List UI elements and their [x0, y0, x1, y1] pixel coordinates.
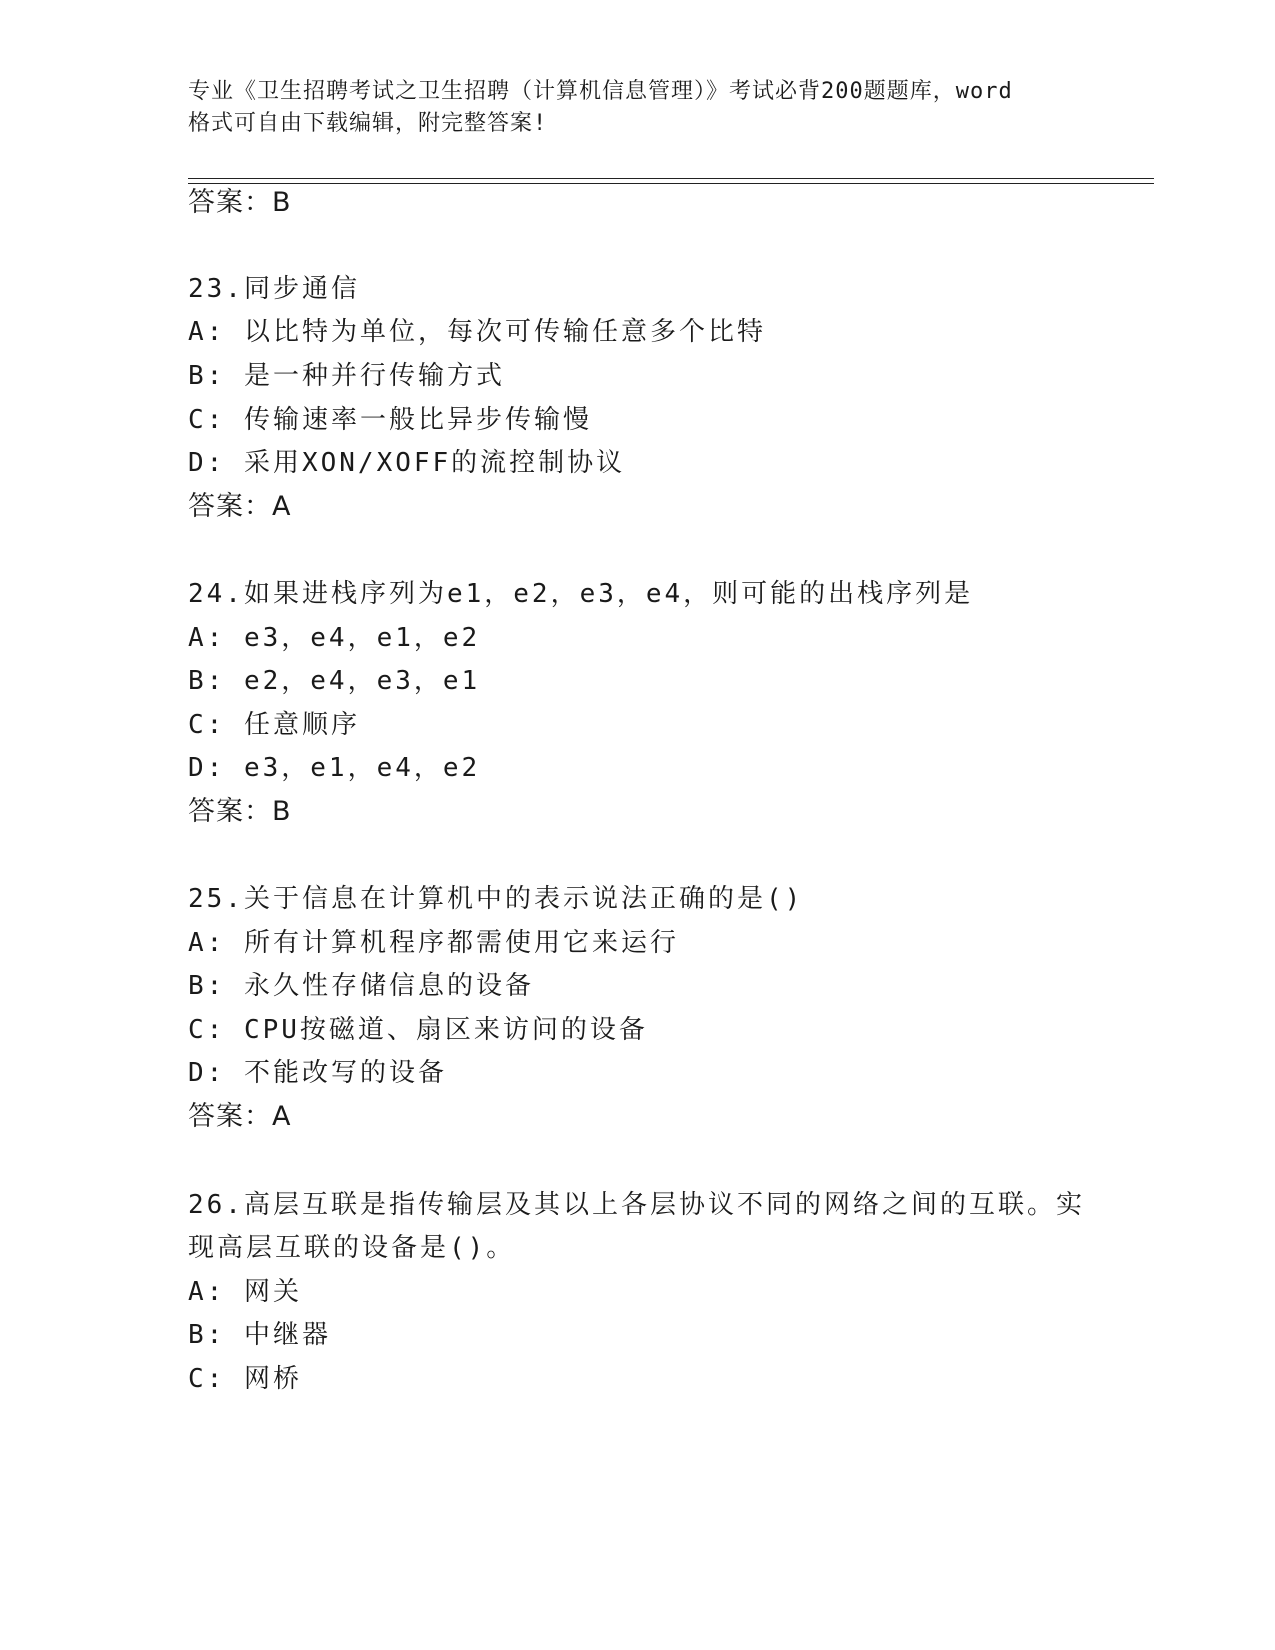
header-line-1: 专业《卫生招聘考试之卫生招聘（计算机信息管理）》考试必背200题题库，word	[188, 79, 1013, 104]
question-26-stem-line-1: 26.高层互联是指传输层及其以上各层协议不同的网络之间的互联。实	[188, 1190, 1085, 1220]
header-divider-bottom	[188, 183, 1154, 184]
question-24-option-c: C: 任意顺序	[188, 710, 360, 740]
question-26-stem-line-2: 现高层互联的设备是()。	[188, 1233, 516, 1263]
question-25-answer: 答案：A	[188, 1101, 292, 1132]
header-divider-top	[188, 178, 1154, 179]
document-header	[188, 76, 1088, 140]
question-24-option-d: D: e3，e1，e4，e2	[188, 753, 481, 783]
question-24-stem: 24.如果进栈序列为e1，e2，e3，e4，则可能的出栈序列是	[188, 579, 974, 609]
header-line-2: 格式可自由下载编辑，附完整答案!	[188, 111, 548, 136]
question-25-option-b: B: 永久性存储信息的设备	[188, 971, 534, 1001]
question-24-option-a: A: e3，e4，e1，e2	[188, 623, 481, 653]
question-26-option-c: C: 网桥	[188, 1364, 302, 1394]
question-24-answer: 答案：B	[188, 796, 292, 827]
question-24-option-b: B: e2，e4，e3，e1	[188, 666, 481, 696]
previous-answer: 答案：B	[188, 187, 292, 218]
question-23-option-b: B: 是一种并行传输方式	[188, 361, 505, 391]
question-23-option-d: D: 采用XON/XOFF的流控制协议	[188, 448, 626, 478]
question-23-option-c: C: 传输速率一般比异步传输慢	[188, 405, 592, 435]
question-23-option-a: A: 以比特为单位，每次可传输任意多个比特	[188, 317, 766, 347]
question-25-stem: 25.关于信息在计算机中的表示说法正确的是()	[188, 884, 804, 914]
question-26-option-a: A: 网关	[188, 1277, 302, 1307]
question-23-answer: 答案：A	[188, 491, 292, 522]
question-25-option-d: D: 不能改写的设备	[188, 1058, 447, 1088]
question-25-option-a: A: 所有计算机程序都需使用它来运行	[188, 928, 679, 958]
question-26-option-b: B: 中继器	[188, 1320, 331, 1350]
question-23-stem: 23.同步通信	[188, 274, 360, 304]
question-25-option-c: C: CPU按磁道、扇区来访问的设备	[188, 1015, 648, 1045]
